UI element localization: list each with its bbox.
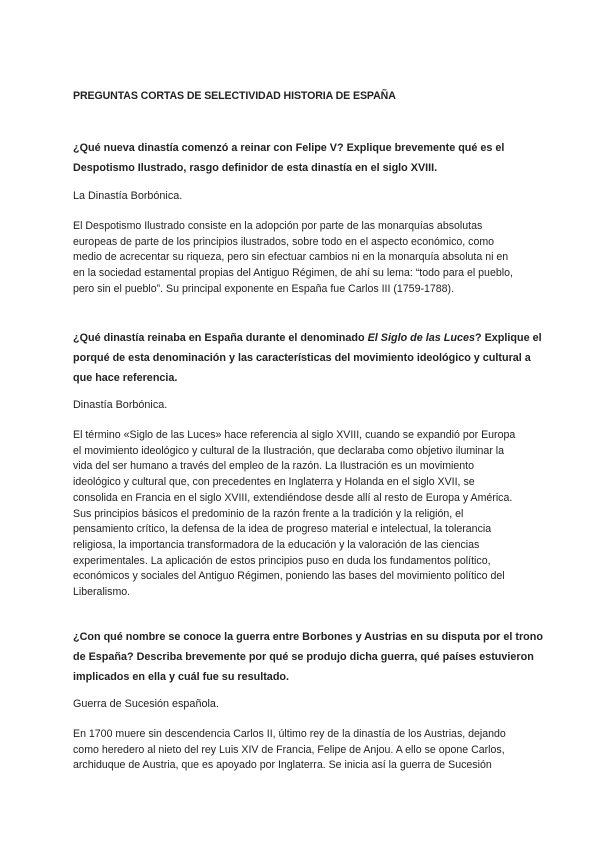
paragraph-line: como heredero al nieto del rey Luis XIV de Francia, Felipe de Anjou. A ello se opone Carlos, [73, 743, 505, 756]
answer-2-paragraph [73, 428, 515, 601]
paragraph-line: archiduque de Austria, que es apoyado por Inglaterra. Se inicia así la guerra de Sucesión [73, 759, 492, 772]
question-3-line: implicados en ella y cuál fue su resultado. [73, 671, 290, 683]
question-2-text-before: ¿Qué dinastía reinaba en España durante el denominado [73, 332, 368, 344]
answer-1-paragraph [73, 219, 513, 298]
paragraph-line: Liberalismo. [73, 586, 131, 599]
paragraph-line: ideológico y cultural que, con precedentes en Inglaterra y Holanda en el siglo XVII, se [73, 476, 475, 489]
paragraph-line: europeas de parte de los principios ilustrados, sobre todo en el aspecto económico, como [73, 235, 495, 248]
question-1-line: ¿Qué nueva dinastía comenzó a reinar con Felipe V? Explique brevemente qué es el [73, 142, 505, 154]
answer-3-paragraph [73, 727, 506, 774]
question-2 [73, 328, 542, 388]
paragraph-line: pero sin el pueblo”. Su principal exponente en España fue Carlos III (1759-1788). [73, 282, 455, 295]
answer-3-short: Guerra de Sucesión española. [73, 698, 219, 710]
paragraph-line: vida del ser humano a través del empleo de la razón. La Ilustración es un movimiento [73, 460, 475, 473]
paragraph-line: experimentales. La aplicación de estos principios puso en duda los fundamentos político, [73, 554, 491, 567]
question-2-line: porqué de esta denominación y las características del movimiento ideológico y cultural a [73, 352, 531, 364]
document-title: PREGUNTAS CORTAS DE SELECTIVIDAD HISTORIA DE ESPAÑA [73, 90, 396, 102]
question-1 [73, 138, 533, 178]
question-2-line: que hace referencia. [73, 372, 178, 384]
question-1-line: Despotismo Ilustrado, rasgo definidor de esta dinastía en el siglo XVIII. [73, 162, 438, 174]
paragraph-line: en la sociedad estamental propias del Antiguo Régimen, de ahí su lema: “todo para el pueblo, [73, 267, 513, 280]
question-2-text-after: ? Explique el [475, 332, 542, 344]
question-3-line: de España? Describa brevemente por qué se produjo dicha guerra, qué países estuvieron [73, 651, 534, 663]
question-2-italic-term: El Siglo de las Luces [367, 332, 475, 344]
paragraph-line: religiosa, la importancia transformadora de la educación y la valoración de las ciencias [73, 538, 480, 551]
paragraph-line: En 1700 muere sin descendencia Carlos II, último rey de la dinastía de los Austrias, dejando [73, 728, 506, 740]
answer-1-short: La Dinastía Borbónica. [73, 190, 183, 202]
paragraph-line: económicos y sociales del Antiguo Régimen, poniendo las bases del movimiento político del [73, 570, 505, 583]
paragraph-line: Sus principios básicos el predominio de la razón frente a la tradición y la religión, el [73, 507, 464, 520]
paragraph-line: El Despotismo Ilustrado consiste en la adopción por parte de las monarquías absolutas [73, 220, 483, 232]
paragraph-line: El término «Siglo de las Luces» hace referencia al siglo XVIII, cuando se expandió por Europa [73, 429, 516, 441]
question-3 [73, 627, 543, 687]
paragraph-line: el movimiento ideológico y cultural de la Ilustración, que declaraba como objetivo iluminar la [73, 444, 505, 457]
question-3-line: ¿Con qué nombre se conoce la guerra entre Borbones y Austrias en su disputa por el trono [73, 631, 543, 643]
answer-2-short: Dinastía Borbónica. [73, 399, 168, 411]
paragraph-line: medio de acrecentar su riqueza, pero sin efectuar cambios ni en la monarquía absoluta ni en [73, 251, 509, 264]
paragraph-line: pensamiento crítico, la defensa de la idea de progreso material e intelectual, la tolerancia [73, 523, 492, 536]
question-2-line [73, 328, 542, 348]
paragraph-line: consolida en Francia en el siglo XVIII, extendiéndose desde allí al resto de Europa y América. [73, 491, 513, 504]
